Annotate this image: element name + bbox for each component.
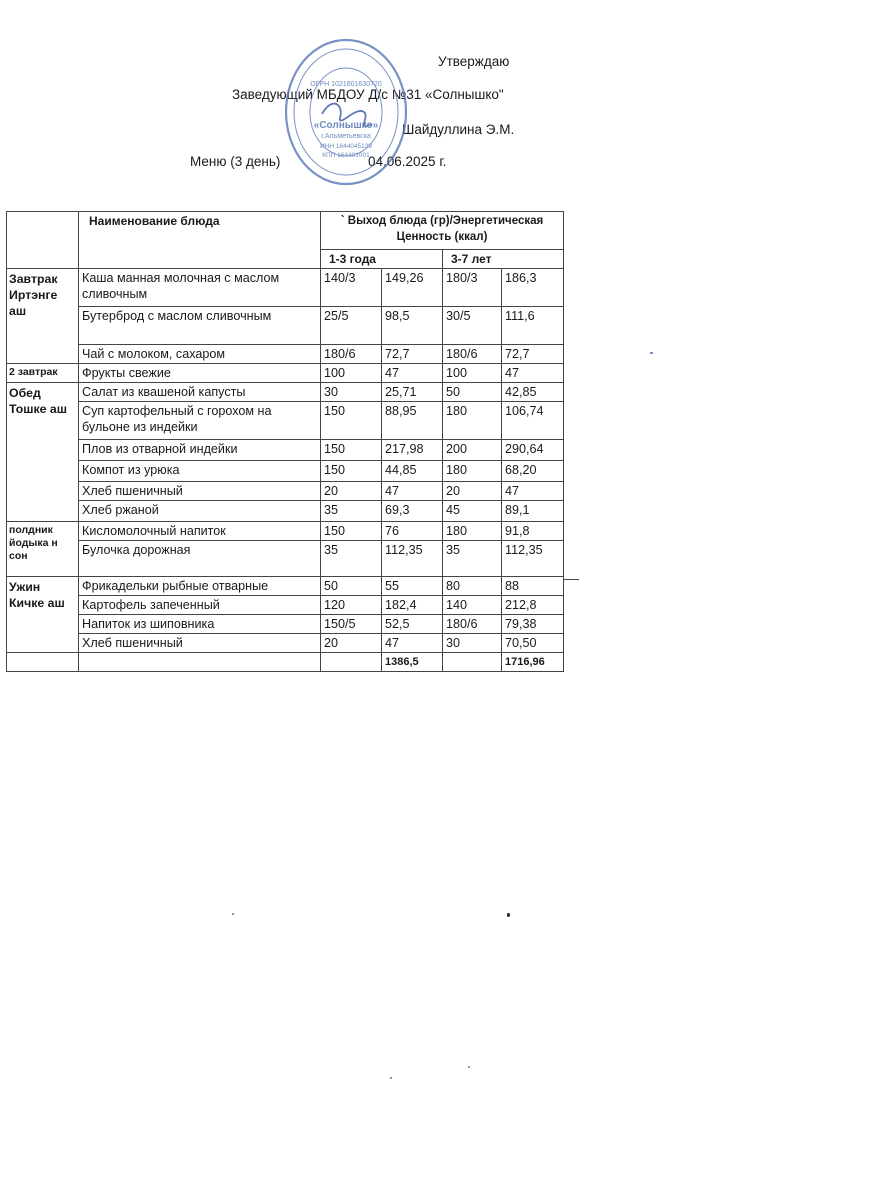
header-output: ` Выход блюда (гр)/Энергетическая Ценность (ккал) [321,212,564,250]
table-row [7,482,564,501]
weight-1-3: 30 [321,383,382,402]
energy-1-3: 69,3 [382,501,443,522]
weight-1-3: 20 [321,634,382,653]
scan-speck [468,1066,470,1068]
energy-3-7: 290,64 [502,440,564,461]
totals-row [7,653,564,672]
weight-3-7: 180/3 [443,269,502,307]
dish-name: Бутерброд с маслом сливочным [79,307,321,345]
weight-1-3: 150 [321,522,382,541]
energy-1-3: 25,71 [382,383,443,402]
energy-1-3: 149,26 [382,269,443,307]
table-row [7,541,564,577]
weight-3-7: 140 [443,596,502,615]
dish-name: Хлеб пшеничный [79,634,321,653]
energy-3-7: 111,6 [502,307,564,345]
energy-3-7: 47 [502,482,564,501]
table-row [7,522,564,541]
table-row [7,634,564,653]
table-row [7,345,564,364]
stamp-kpp: КПП 164401001 [322,152,370,159]
energy-1-3: 55 [382,577,443,596]
weight-1-3: 120 [321,596,382,615]
table-rule-extension [563,579,579,580]
header-empty-cell [7,212,79,269]
weight-1-3: 150/5 [321,615,382,634]
meal-label: Завтрак Иртэнге аш [7,269,79,364]
energy-3-7: 79,38 [502,615,564,634]
energy-1-3: 112,35 [382,541,443,577]
energy-3-7: 42,85 [502,383,564,402]
weight-3-7: 100 [443,364,502,383]
energy-1-3: 47 [382,482,443,501]
weight-1-3: 150 [321,461,382,482]
scan-speck [232,913,234,915]
stamp-city: г.Альметьевска [321,133,371,140]
dish-name: Плов из отварной индейки [79,440,321,461]
dish-name: Салат из квашеной капусты [79,383,321,402]
weight-1-3: 20 [321,482,382,501]
weight-1-3: 35 [321,501,382,522]
weight-1-3: 25/5 [321,307,382,345]
energy-3-7: 47 [502,364,564,383]
table-row [7,440,564,461]
table-row [7,383,564,402]
table-header-row [7,212,564,250]
energy-1-3: 52,5 [382,615,443,634]
weight-3-7: 180 [443,522,502,541]
totals-empty-cell [321,653,382,672]
dish-name: Напиток из шиповника [79,615,321,634]
totals-empty-cell [443,653,502,672]
weight-3-7: 200 [443,440,502,461]
weight-3-7: 30 [443,634,502,653]
weight-3-7: 180/6 [443,615,502,634]
table-row [7,364,564,383]
energy-1-3: 88,95 [382,402,443,440]
scan-speck [507,913,510,917]
weight-3-7: 35 [443,541,502,577]
menu-date: 04.06.2025 г. [368,154,447,169]
dish-name: Компот из урюка [79,461,321,482]
meal-label: полдник йодыка н сон [7,522,79,577]
weight-1-3: 150 [321,440,382,461]
header-age-3-7: 3-7 лет [443,250,564,269]
table-row [7,577,564,596]
stamp-inn: ИНН 1644045139 [319,143,373,150]
stamp-org: «Солнышко» [313,120,379,131]
weight-3-7: 30/5 [443,307,502,345]
energy-1-3: 47 [382,634,443,653]
table-row [7,461,564,482]
table-row [7,596,564,615]
energy-1-3: 76 [382,522,443,541]
weight-1-3: 140/3 [321,269,382,307]
approval-label: Утверждаю [438,54,510,69]
energy-1-3: 217,98 [382,440,443,461]
table-row [7,501,564,522]
dish-name: Булочка дорожная [79,541,321,577]
meal-label: 2 завтрак [7,364,79,383]
weight-3-7: 180 [443,402,502,440]
weight-1-3: 50 [321,577,382,596]
energy-3-7: 68,20 [502,461,564,482]
energy-3-7: 72,7 [502,345,564,364]
weight-1-3: 100 [321,364,382,383]
header-dish-name: Наименование блюда [79,212,321,269]
menu-label: Меню (3 день) [190,154,281,169]
weight-1-3: 180/6 [321,345,382,364]
energy-1-3: 98,5 [382,307,443,345]
meal-label: Обед Тошке аш [7,383,79,522]
energy-3-7: 186,3 [502,269,564,307]
energy-3-7: 212,8 [502,596,564,615]
table-row [7,269,564,307]
dish-name: Фрукты свежие [79,364,321,383]
weight-1-3: 35 [321,541,382,577]
dish-name: Чай с молоком, сахаром [79,345,321,364]
menu-table [6,211,564,672]
dish-name: Каша манная молочная с маслом сливочным [79,269,321,307]
weight-3-7: 80 [443,577,502,596]
energy-3-7: 112,35 [502,541,564,577]
energy-1-3: 182,4 [382,596,443,615]
totals-empty-cell [7,653,79,672]
meal-label: Ужин Кичке аш [7,577,79,653]
energy-1-3: 72,7 [382,345,443,364]
energy-1-3: 44,85 [382,461,443,482]
weight-3-7: 180 [443,461,502,482]
head-title: Заведующий МБДОУ Д/с №31 «Солнышко" [232,87,504,102]
weight-3-7: 50 [443,383,502,402]
weight-3-7: 180/6 [443,345,502,364]
scan-speck [390,1077,392,1079]
dish-name: Кисломолочный напиток [79,522,321,541]
energy-3-7: 89,1 [502,501,564,522]
total-energy-1-3: 1386,5 [382,653,443,672]
energy-3-7: 106,74 [502,402,564,440]
scan-speck [650,352,653,354]
dish-name: Суп картофельный с горохом на бульоне из индейки [79,402,321,440]
weight-3-7: 20 [443,482,502,501]
head-name: Шайдуллина Э.М. [402,122,515,137]
stamp-ogrn: ОГРН 1021601630720 [310,81,382,88]
dish-name: Фрикадельки рыбные отварные [79,577,321,596]
totals-empty-cell [79,653,321,672]
dish-name: Хлеб ржаной [79,501,321,522]
energy-1-3: 47 [382,364,443,383]
total-energy-3-7: 1716,96 [502,653,564,672]
dish-name: Картофель запеченный [79,596,321,615]
table-row [7,615,564,634]
official-stamp-seal [282,36,410,188]
weight-1-3: 150 [321,402,382,440]
energy-3-7: 70,50 [502,634,564,653]
weight-3-7: 45 [443,501,502,522]
energy-3-7: 88 [502,577,564,596]
energy-3-7: 91,8 [502,522,564,541]
dish-name: Хлеб пшеничный [79,482,321,501]
table-row [7,402,564,440]
table-row [7,307,564,345]
header-age-1-3: 1-3 года [321,250,443,269]
